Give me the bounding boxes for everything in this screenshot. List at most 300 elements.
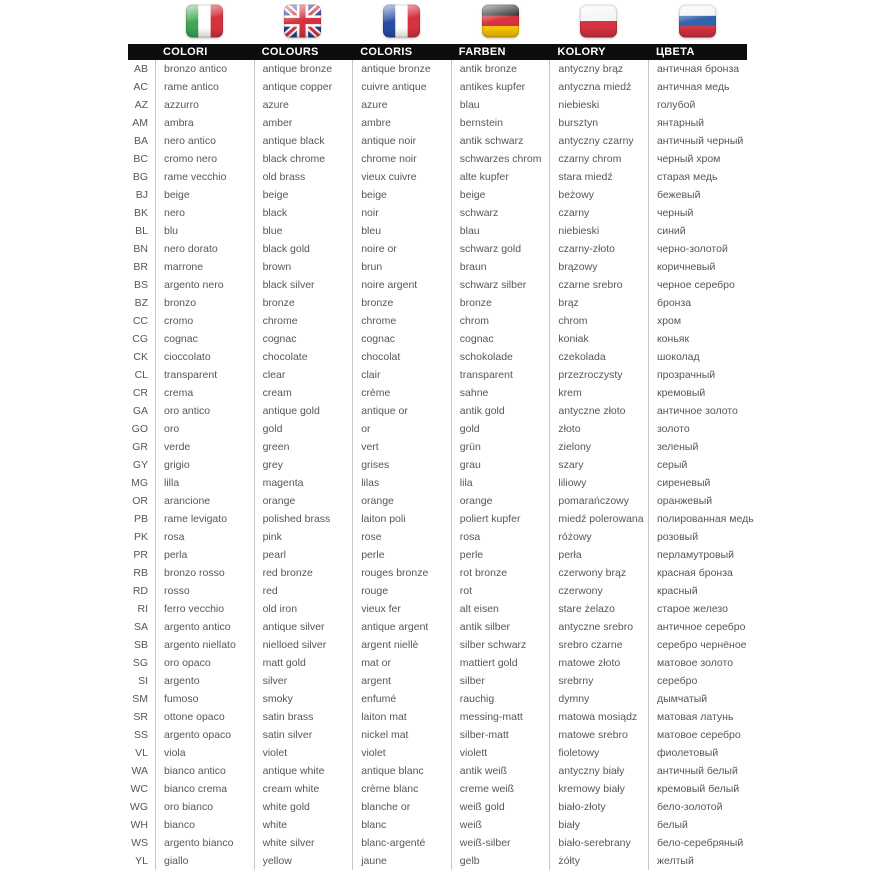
cell-english: white gold (254, 798, 353, 816)
cell-russian: черный хром (648, 150, 747, 168)
cell-italian: viola (155, 744, 254, 762)
cell-german: beige (451, 186, 550, 204)
table-row (128, 726, 747, 744)
cell-italian: oro opaco (155, 654, 254, 672)
cell-german: antik bronze (451, 60, 550, 78)
cell-german: silber (451, 672, 550, 690)
cell-french: bronze (352, 294, 451, 312)
cell-german: rot bronze (451, 564, 550, 582)
cell-polish: dymny (549, 690, 648, 708)
cell-english: antique bronze (254, 60, 353, 78)
cell-russian: полированная медь (648, 510, 747, 528)
cell-russian: зеленый (648, 438, 747, 456)
cell-german: transparent (451, 366, 550, 384)
cell-german: silber-matt (451, 726, 550, 744)
cell-polish: antyczne srebro (549, 618, 648, 636)
cell-german: sahne (451, 384, 550, 402)
cell-french: lilas (352, 474, 451, 492)
color-code: CK (133, 351, 148, 363)
cell-french: ambre (352, 114, 451, 132)
cell-english: black chrome (254, 150, 353, 168)
table-row (128, 618, 747, 636)
table-row (128, 780, 747, 798)
cell-russian: прозрачный (648, 366, 747, 384)
cell-italian: fumoso (155, 690, 254, 708)
cell-polish: czerwony brąz (549, 564, 648, 582)
color-code: BJ (135, 189, 148, 201)
cell-russian: черно-золотой (648, 240, 747, 258)
cell-german: mattiert gold (451, 654, 550, 672)
color-code: WH (130, 819, 148, 831)
cell-russian: античный белый (648, 762, 747, 780)
table-row (128, 690, 747, 708)
cell-polish: kremowy biały (549, 780, 648, 798)
cell-russian: старое железо (648, 600, 747, 618)
cell-french: azure (352, 96, 451, 114)
cell-french: chocolat (352, 348, 451, 366)
table-row (128, 852, 747, 870)
cell-russian: матовая латунь (648, 708, 747, 726)
cell-french: beige (352, 186, 451, 204)
cell-french: noir (352, 204, 451, 222)
cell-italian: bronzo antico (155, 60, 254, 78)
cell-polish: koniak (549, 330, 648, 348)
cell-german: rauchig (451, 690, 550, 708)
cell-italian: crema (155, 384, 254, 402)
flag-cell-germany (451, 4, 550, 42)
table-row (128, 528, 747, 546)
cell-russian: желтый (648, 852, 747, 870)
cell-russian: бело-серебряный (648, 834, 747, 852)
cell-german: schwarz silber (451, 276, 550, 294)
cell-italian: nero (155, 204, 254, 222)
table-row (128, 402, 747, 420)
cell-german: blau (451, 222, 550, 240)
cell-russian: черный (648, 204, 747, 222)
cell-italian: bianco antico (155, 762, 254, 780)
color-code: BK (133, 207, 148, 219)
table-row (128, 240, 747, 258)
cell-french: blanche or (352, 798, 451, 816)
cell-french: crème (352, 384, 451, 402)
cell-italian: ferro vecchio (155, 600, 254, 618)
color-code: SM (132, 693, 148, 705)
cell-polish: biało-złoty (549, 798, 648, 816)
cell-german: gelb (451, 852, 550, 870)
cell-english: pearl (254, 546, 353, 564)
cell-polish: antyczny czarny (549, 132, 648, 150)
cell-polish: fioletowy (549, 744, 648, 762)
cell-german: poliert kupfer (451, 510, 550, 528)
cell-polish: miedź polerowana (549, 510, 648, 528)
cell-french: laiton poli (352, 510, 451, 528)
cell-english: antique black (254, 132, 353, 150)
cell-polish: złoto (549, 420, 648, 438)
cell-italian: cromo (155, 312, 254, 330)
cell-german: bernstein (451, 114, 550, 132)
cell-english: nielloed silver (254, 636, 353, 654)
table-row (128, 114, 747, 132)
cell-russian: кремовый белый (648, 780, 747, 798)
cell-english: silver (254, 672, 353, 690)
color-code: WS (131, 837, 148, 849)
cell-english: violet (254, 744, 353, 762)
poland-flag-icon (580, 4, 617, 38)
cell-russian: янтарный (648, 114, 747, 132)
color-code: BL (135, 225, 148, 237)
header-colours: COLOURS (261, 46, 319, 58)
cell-english: cream white (254, 780, 353, 798)
cell-german: chrom (451, 312, 550, 330)
cell-english: antique copper (254, 78, 353, 96)
cell-english: matt gold (254, 654, 353, 672)
table-row (128, 78, 747, 96)
color-code: PK (133, 531, 148, 543)
table-row (128, 96, 747, 114)
cell-polish: czarny chrom (549, 150, 648, 168)
table-row (128, 762, 747, 780)
cell-polish: matowa mosiądz (549, 708, 648, 726)
header-coloris: COLORIS (360, 46, 413, 58)
cell-russian: хром (648, 312, 747, 330)
cell-italian: ambra (155, 114, 254, 132)
cell-italian: rosa (155, 528, 254, 546)
cell-italian: rame levigato (155, 510, 254, 528)
cell-polish: antyczny brąz (549, 60, 648, 78)
color-code: BR (133, 261, 148, 273)
cell-russian: золото (648, 420, 747, 438)
table-row (128, 258, 747, 276)
cell-russian: античная медь (648, 78, 747, 96)
color-code: GA (132, 405, 148, 417)
cell-russian: голубой (648, 96, 747, 114)
table-row (128, 330, 747, 348)
flag-cell-france (352, 4, 451, 42)
cell-english: cream (254, 384, 353, 402)
cell-polish: niebieski (549, 222, 648, 240)
table-row (128, 474, 747, 492)
cell-russian: античное серебро (648, 618, 747, 636)
color-code: SA (133, 621, 148, 633)
cell-french: argent (352, 672, 451, 690)
cell-italian: argento bianco (155, 834, 254, 852)
cell-italian: ottone opaco (155, 708, 254, 726)
cell-russian: античное золото (648, 402, 747, 420)
cell-italian: giallo (155, 852, 254, 870)
cell-polish: antyczna miedź (549, 78, 648, 96)
cell-german: orange (451, 492, 550, 510)
cell-english: yellow (254, 852, 353, 870)
cell-italian: argento nero (155, 276, 254, 294)
cell-english: black (254, 204, 353, 222)
cell-italian: rame antico (155, 78, 254, 96)
color-code: SG (132, 657, 148, 669)
cell-italian: blu (155, 222, 254, 240)
cell-russian: красный (648, 582, 747, 600)
cell-english: pink (254, 528, 353, 546)
color-code: SI (138, 675, 148, 687)
cell-italian: argento niellato (155, 636, 254, 654)
color-code: SR (133, 711, 148, 723)
color-code: BG (132, 171, 148, 183)
cell-polish: niebieski (549, 96, 648, 114)
cell-french: cuivre antique (352, 78, 451, 96)
header-kolory: KOLORY (557, 46, 606, 58)
color-code: RD (132, 585, 148, 597)
cell-french: grises (352, 456, 451, 474)
cell-russian: сиреневый (648, 474, 747, 492)
cell-german: weiß-silber (451, 834, 550, 852)
table-row (128, 132, 747, 150)
cell-french: orange (352, 492, 451, 510)
table-row (128, 150, 747, 168)
cell-italian: rosso (155, 582, 254, 600)
cell-french: chrome (352, 312, 451, 330)
cell-german: violett (451, 744, 550, 762)
table-row (128, 186, 747, 204)
cell-french: vieux fer (352, 600, 451, 618)
cell-german: antik weiß (451, 762, 550, 780)
table-row (128, 60, 747, 78)
table-row (128, 546, 747, 564)
cell-polish: brąz (549, 294, 648, 312)
cell-english: bronze (254, 294, 353, 312)
cell-polish: stara miedź (549, 168, 648, 186)
cell-russian: розовый (648, 528, 747, 546)
cell-english: orange (254, 492, 353, 510)
color-code: AM (132, 117, 148, 129)
cell-english: red (254, 582, 353, 600)
cell-german: perle (451, 546, 550, 564)
color-code: AB (133, 63, 148, 75)
cell-polish: matowe złoto (549, 654, 648, 672)
color-code: YL (135, 855, 148, 867)
color-code: BC (133, 153, 148, 165)
cell-english: old iron (254, 600, 353, 618)
table-row (128, 798, 747, 816)
cell-english: magenta (254, 474, 353, 492)
cell-russian: оранжевый (648, 492, 747, 510)
cell-polish: biało-serebrany (549, 834, 648, 852)
cell-italian: rame vecchio (155, 168, 254, 186)
cell-italian: bianco (155, 816, 254, 834)
cell-russian: бежевый (648, 186, 747, 204)
table-header-bar (128, 44, 747, 60)
cell-polish: żółty (549, 852, 648, 870)
cell-russian: коньяк (648, 330, 747, 348)
table-row (128, 222, 747, 240)
cell-german: schokolade (451, 348, 550, 366)
cell-english: azure (254, 96, 353, 114)
cell-german: bronze (451, 294, 550, 312)
cell-english: black silver (254, 276, 353, 294)
cell-russian: матовое серебро (648, 726, 747, 744)
cell-italian: bronzo (155, 294, 254, 312)
cell-french: antique blanc (352, 762, 451, 780)
cell-french: antique noir (352, 132, 451, 150)
cell-polish: liliowy (549, 474, 648, 492)
cell-polish: szary (549, 456, 648, 474)
cell-russian: фиолетовый (648, 744, 747, 762)
table-row (128, 564, 747, 582)
table-row (128, 348, 747, 366)
color-code: BA (133, 135, 148, 147)
color-code: RB (133, 567, 148, 579)
cell-german: antikes kupfer (451, 78, 550, 96)
color-code: CL (134, 369, 148, 381)
color-code: BS (133, 279, 148, 291)
cell-italian: cognac (155, 330, 254, 348)
cell-german: grün (451, 438, 550, 456)
cell-german: creme weiß (451, 780, 550, 798)
cell-russian: серый (648, 456, 747, 474)
color-code: CR (132, 387, 148, 399)
cell-italian: oro (155, 420, 254, 438)
cell-english: satin brass (254, 708, 353, 726)
cell-russian: дымчатый (648, 690, 747, 708)
table-row (128, 492, 747, 510)
cell-english: antique gold (254, 402, 353, 420)
cell-italian: perla (155, 546, 254, 564)
cell-english: blue (254, 222, 353, 240)
table-row (128, 366, 747, 384)
cell-italian: oro bianco (155, 798, 254, 816)
cell-french: rose (352, 528, 451, 546)
cell-french: clair (352, 366, 451, 384)
cell-french: cognac (352, 330, 451, 348)
cell-english: smoky (254, 690, 353, 708)
cell-german: alte kupfer (451, 168, 550, 186)
table-row (128, 204, 747, 222)
color-code: CG (132, 333, 148, 345)
table-row (128, 834, 747, 852)
cell-polish: biały (549, 816, 648, 834)
cell-italian: bronzo rosso (155, 564, 254, 582)
cell-french: blanc-argenté (352, 834, 451, 852)
table-row (128, 168, 747, 186)
cell-italian: verde (155, 438, 254, 456)
cell-german: messing-matt (451, 708, 550, 726)
cell-english: green (254, 438, 353, 456)
cell-english: brown (254, 258, 353, 276)
color-code: PR (133, 549, 148, 561)
cell-french: enfumé (352, 690, 451, 708)
cell-german: alt eisen (451, 600, 550, 618)
flag-spacer (128, 4, 155, 42)
cell-italian: cromo nero (155, 150, 254, 168)
cell-italian: argento opaco (155, 726, 254, 744)
cell-russian: черное серебро (648, 276, 747, 294)
cell-polish: zielony (549, 438, 648, 456)
cell-english: antique white (254, 762, 353, 780)
cell-german: lila (451, 474, 550, 492)
cell-french: vieux cuivre (352, 168, 451, 186)
cell-russian: бронза (648, 294, 747, 312)
cell-russian: старая медь (648, 168, 747, 186)
cell-polish: srebrny (549, 672, 648, 690)
table-row (128, 312, 747, 330)
cell-russian: шоколад (648, 348, 747, 366)
cell-polish: pomarańczowy (549, 492, 648, 510)
cell-english: grey (254, 456, 353, 474)
flag-cell-italy (155, 4, 254, 42)
cell-polish: chrom (549, 312, 648, 330)
cell-italian: nero antico (155, 132, 254, 150)
cell-italian: cioccolato (155, 348, 254, 366)
cell-russian: бело-золотой (648, 798, 747, 816)
flag-cell-poland (549, 4, 648, 42)
cell-german: rosa (451, 528, 550, 546)
cell-french: or (352, 420, 451, 438)
cell-french: antique bronze (352, 60, 451, 78)
cell-polish: czerwony (549, 582, 648, 600)
color-code: BN (133, 243, 148, 255)
table-row (128, 636, 747, 654)
cell-french: crème blanc (352, 780, 451, 798)
cell-english: white (254, 816, 353, 834)
cell-german: schwarzes chrom (451, 150, 550, 168)
cell-german: blau (451, 96, 550, 114)
cell-german: schwarz (451, 204, 550, 222)
table-row (128, 582, 747, 600)
cell-italian: transparent (155, 366, 254, 384)
cell-polish: stare żelazo (549, 600, 648, 618)
cell-russian: матовое золото (648, 654, 747, 672)
flag-cell-russia (648, 4, 747, 42)
cell-french: perle (352, 546, 451, 564)
color-code: GR (132, 441, 148, 453)
cell-italian: oro antico (155, 402, 254, 420)
table-row (128, 708, 747, 726)
flags-row (128, 4, 747, 42)
color-code: AZ (134, 99, 148, 111)
cell-french: jaune (352, 852, 451, 870)
cell-french: vert (352, 438, 451, 456)
table-row (128, 654, 747, 672)
cell-german: antik schwarz (451, 132, 550, 150)
cell-english: gold (254, 420, 353, 438)
italy-flag-icon (186, 4, 223, 38)
cell-french: blanc (352, 816, 451, 834)
russia-flag-icon (679, 4, 716, 38)
cell-german: weiß gold (451, 798, 550, 816)
table-row (128, 276, 747, 294)
cell-french: rouge (352, 582, 451, 600)
cell-german: rot (451, 582, 550, 600)
cell-english: chrome (254, 312, 353, 330)
cell-french: noire argent (352, 276, 451, 294)
color-code: WG (129, 801, 148, 813)
color-table-sheet (128, 4, 754, 870)
color-code: BZ (134, 297, 148, 309)
color-code: VL (135, 747, 148, 759)
flag-cell-uk (254, 4, 353, 42)
cell-german: silber schwarz (451, 636, 550, 654)
cell-german: gold (451, 420, 550, 438)
header-code-spacer (128, 44, 155, 60)
cell-english: beige (254, 186, 353, 204)
cell-polish: brązowy (549, 258, 648, 276)
color-code: SS (133, 729, 148, 741)
header-cveta: ЦВЕТА (655, 46, 695, 58)
germany-flag-icon (482, 4, 519, 38)
cell-russian: кремовый (648, 384, 747, 402)
color-code: MG (131, 477, 148, 489)
cell-french: brun (352, 258, 451, 276)
cell-russian: серебро чернёное (648, 636, 747, 654)
table-row (128, 744, 747, 762)
cell-english: polished brass (254, 510, 353, 528)
